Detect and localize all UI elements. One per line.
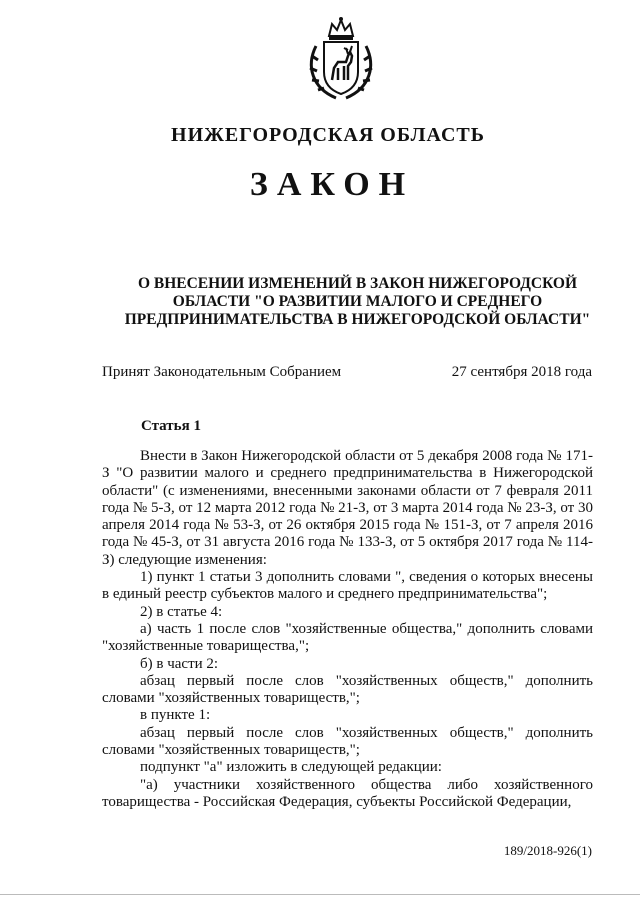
article-body: [102, 448, 593, 811]
paragraph: в пункте 1:: [140, 707, 211, 724]
adoption-line: [102, 364, 592, 381]
scan-edge-divider: [0, 894, 640, 895]
paragraph: абзац первый после слов "хозяйственных обществ," дополнить словами "хозяйственных товариществ,";: [102, 672, 593, 707]
document-type: ЗАКОН: [249, 166, 415, 203]
article-heading: Статья 1: [141, 418, 201, 434]
adopted-by: Принят Законодательным Собранием: [102, 364, 342, 380]
paragraph: абзац первый после слов "хозяйственных обществ," дополнить словами "хозяйственных товариществ,";: [102, 724, 593, 759]
paragraph: 1) пункт 1 статьи 3 дополнить словами ", сведения о которых внесены в единый реестр субъектов малого и среднего предпринимательства";: [102, 569, 593, 603]
paragraph: а) часть 1 после слов "хозяйственные общества," дополнить словами "хозяйственные товарищества,";: [102, 620, 593, 655]
paragraph: подпункт "а" изложить в следующей редакции:: [140, 759, 442, 776]
paragraph: Внести в Закон Нижегородской области от 5 декабря 2008 года № 171-З "О развитии малого и среднего предпринимательства в Нижегородской области" (с изменениями, внесенными законами области от 7 февраля 2011 года № 5-З, от 12 марта 2012 года № 21-З, от 3 марта 2014 года № 23-З, от 30 апреля 2014 года № 53-З, от 26 октября 2015 года № 151-З, от 7 апреля 2016 года № 45-З, от 31 августа 2016 года № 133-З, от 5 октября 2017 года № 114-З) следующие изменения:: [102, 448, 593, 568]
adoption-date: 27 сентября 2018 года: [451, 364, 592, 380]
paragraph: 2) в статье 4:: [140, 603, 223, 620]
paragraph: б) в части 2:: [140, 655, 219, 672]
coat-of-arms-icon: [302, 16, 380, 102]
law-title: О ВНЕСЕНИИ ИЗМЕНЕНИЙ В ЗАКОН НИЖЕГОРОДСКОЙ ОБЛАСТИ "О РАЗВИТИИ МАЛОГО И СРЕДНЕГО ПРЕДПРИНИМАТЕЛЬСТВА В НИЖЕГОРОДСКОЙ ОБЛАСТИ": [124, 275, 591, 328]
document-code: 189/2018-926(1): [503, 843, 592, 858]
region-title: НИЖЕГОРОДСКАЯ ОБЛАСТЬ: [171, 124, 485, 146]
paragraph: "а) участники хозяйственного общества либо хозяйственного товарищества - Российская Федерация, субъекты Российской Федерации,: [102, 776, 593, 810]
